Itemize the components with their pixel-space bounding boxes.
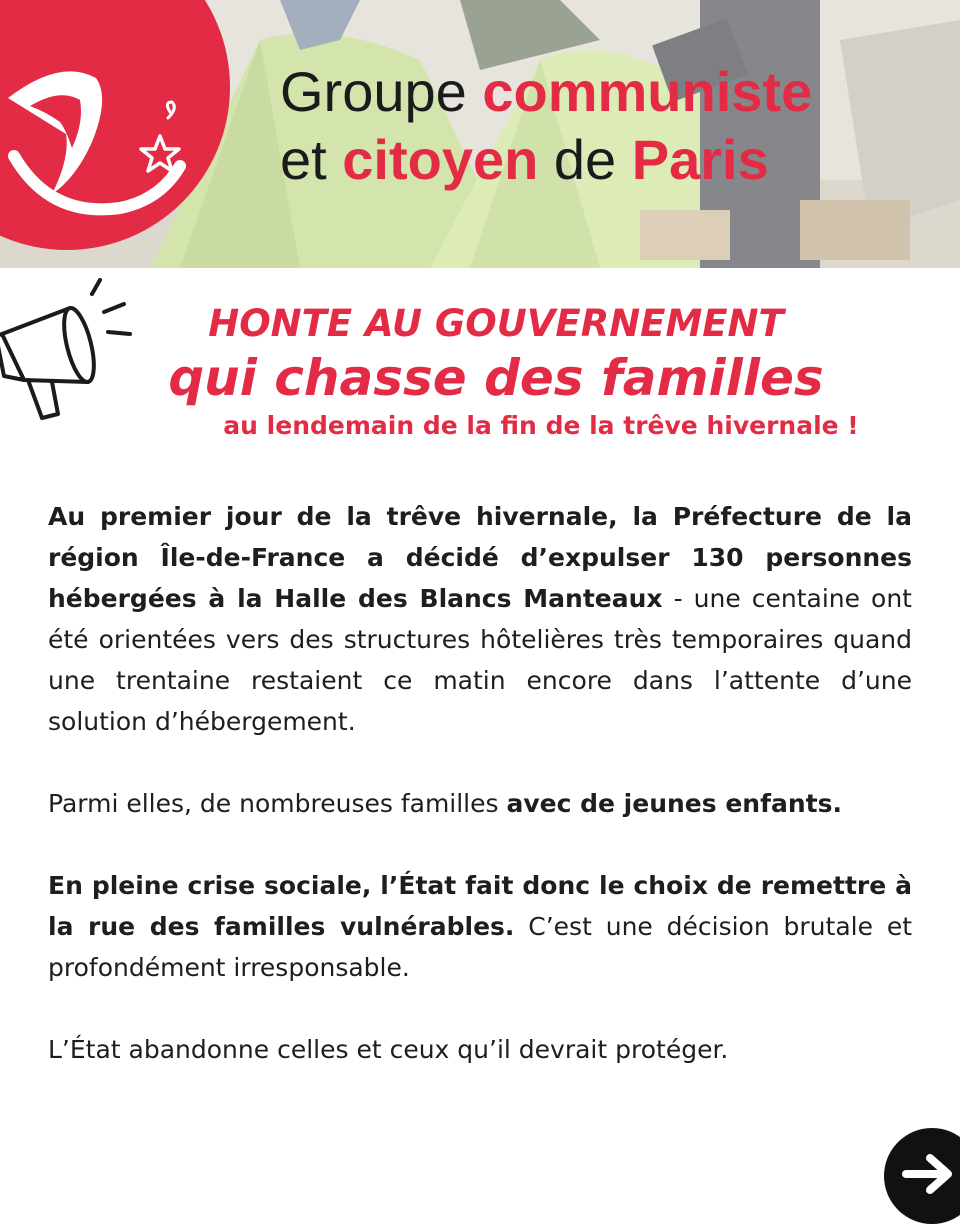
paragraph-4: L’État abandonne celles et ceux qu’il devrait protéger.	[48, 1035, 729, 1064]
arrow-right-icon	[902, 1152, 958, 1196]
title-line-1	[280, 58, 812, 126]
title-word-communiste: communiste	[482, 60, 813, 123]
party-logo-icon	[0, 38, 200, 238]
headline-line-2: qui chasse des familles	[168, 349, 824, 407]
paragraph-1-bold: Au premier jour de la trêve hivernale, la Préfecture de la région Île-de-France a décidé d’expulser 130 personnes hébergées à la Halle des Blancs Manteaux	[48, 502, 912, 613]
headline	[96, 300, 896, 444]
title-word-paris: Paris	[631, 128, 769, 191]
group-title	[280, 58, 812, 194]
title-word-de: de	[553, 128, 617, 191]
article-body	[48, 496, 912, 1111]
headline-line-1: HONTE AU GOUVERNEMENT	[208, 302, 784, 345]
title-word-groupe: Groupe	[280, 60, 467, 123]
paragraph-2-text: Parmi elles, de nombreuses familles	[48, 789, 507, 818]
paragraph-3	[48, 865, 912, 988]
title-line-2	[280, 126, 812, 194]
next-slide-button[interactable]	[884, 1128, 960, 1224]
paragraph-2	[48, 783, 912, 824]
headline-line-3: au lendemain de la fin de la trêve hivernale !	[223, 411, 859, 440]
header-banner	[0, 0, 960, 268]
title-word-et: et	[280, 128, 327, 191]
paragraph-1-text: - une centaine ont été orientées vers des structures hôtelières très temporaires quand une trentaine restaient ce matin encore dans l’attente d’une solution d’hébergement.	[48, 584, 912, 736]
paragraph-3-bold: En pleine crise sociale, l’État fait donc le choix de remettre à la rue des familles vulnérables.	[48, 871, 912, 941]
title-word-citoyen: citoyen	[342, 128, 539, 191]
paragraph-1	[48, 496, 912, 742]
paragraph-2-bold: avec de jeunes enfants.	[506, 789, 842, 818]
paragraph-3-text: C’est une décision brutale et profondément irresponsable.	[48, 912, 913, 982]
